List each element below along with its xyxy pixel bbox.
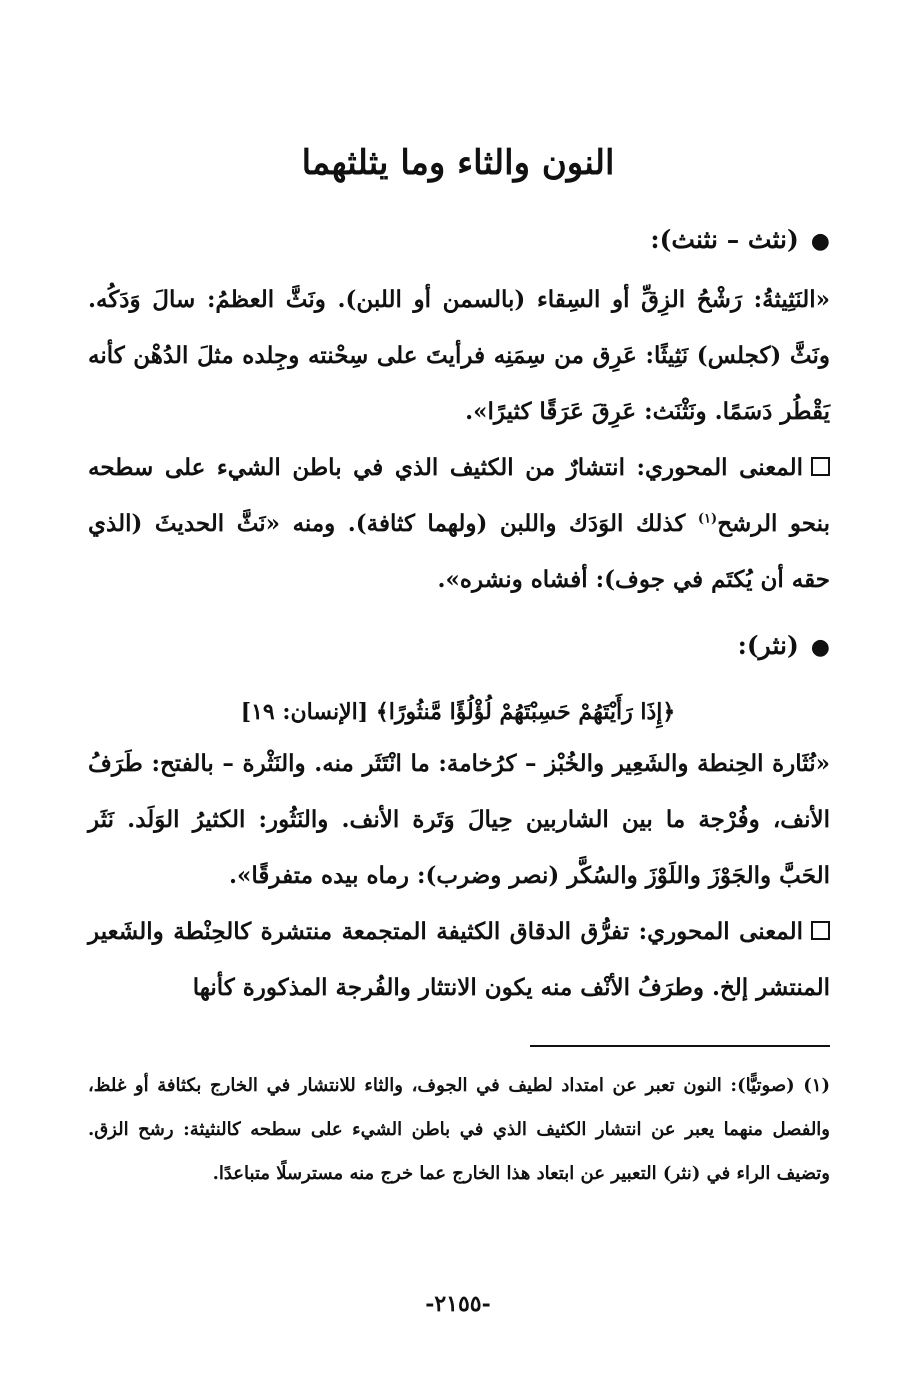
section-heading-label: (نثث – نثنث): [650,225,799,254]
footnote-reference[interactable]: (١) [697,511,718,527]
section-heading-nth [90,220,830,261]
core-meaning-paragraph-nthr [88,904,830,1016]
core-meaning-label: المعنى المحوري: [636,454,803,481]
core-meaning-text-part1: انتشارٌ من الكثيف الذي في باطن الشيء على سطحه بنحو الرشح [88,454,830,537]
bullet-icon: ● [810,634,830,660]
quran-verse: ﴿إِذَا رَأَيْتَهُمْ حَسِبْتَهُمْ لُؤْلُؤًا مَّنثُورًا﴾ [الإنسان: ١٩] [240,699,676,725]
square-icon [811,921,830,940]
section-heading-label: (نثر): [737,631,799,660]
page-number: -٢١٥٥- [425,1291,491,1317]
definition-paragraph-nth: «النَثِيثةُ: رَشْحُ الزِقِّ أو السِقاء (بالسمن أو اللبن). ونَثَّ العظمُ: سالَ وَدَكُه. ونَثَّ (كجلس) نَثِيثًا: عَرِق من سِمَنِه فرأيتَ على سِحْنته وجِلده مثلَ الدُهْن كأنه يَقْطُر دَسَمًا. ونَثْنَث: عَرِقَ عَرَقًا كثيرًا». [88,286,830,425]
core-meaning-label: المعنى المحوري: [638,918,803,945]
core-meaning-text: تفرُّق الدقاق الكثيفة المتجمعة منتشرة كالحِنْطة والشَعير المنتشر إلخ. وطرَفُ الأنْف منه يكون الانتثار والفُرجة المذكورة كأنها [88,918,830,1001]
bullet-icon: ● [810,228,830,254]
core-meaning-text-part2: كذلك الوَدَك واللبن (ولهما كثافة). ومنه «نَثَّ الحديثَ (الذي حقه أن يُكتَم في جوف): أفشاه ونشره». [88,510,830,593]
definition-paragraph-nthr: «نُثَارة الحِنطة والشَعِير والخُبْز – كرُخامة: ما انْتَثَر منه. والنَثْرة – بالفتح: طَرَفُ الأنف، وفُرْجة ما بين الشاربين حِيالَ وَتَرة الأنف. والنَثُور: الكثيرُ الوَلَد. نَثَر الحَبَّ والجَوْزَ واللَوْزَ والسُكَّر (نصر وضرب): رماه بيده متفرقًا». [88,750,830,889]
footnote-divider [530,1045,830,1047]
footnote-text: (١) (صوتيًّا): النون تعبر عن امتداد لطيف في الجوف، والثاء للانتشار في الخارج بكثافة أو غلظ، والفصل منهما يعبر عن انتشار الكثيف الذي في باطن الشيء على سطحه كالنثيثة: رشح الزق. وتضيف الراء في (نثر) التعبير عن ابتعاد هذا الخارج عما خرج منه مسترسلًا متباعدًا. [88,1075,830,1184]
chapter-title: النون والثاء وما يثلثهما [301,143,615,183]
section-heading-nthr [90,626,830,667]
square-icon [811,457,830,476]
core-meaning-paragraph-nth [88,440,830,608]
